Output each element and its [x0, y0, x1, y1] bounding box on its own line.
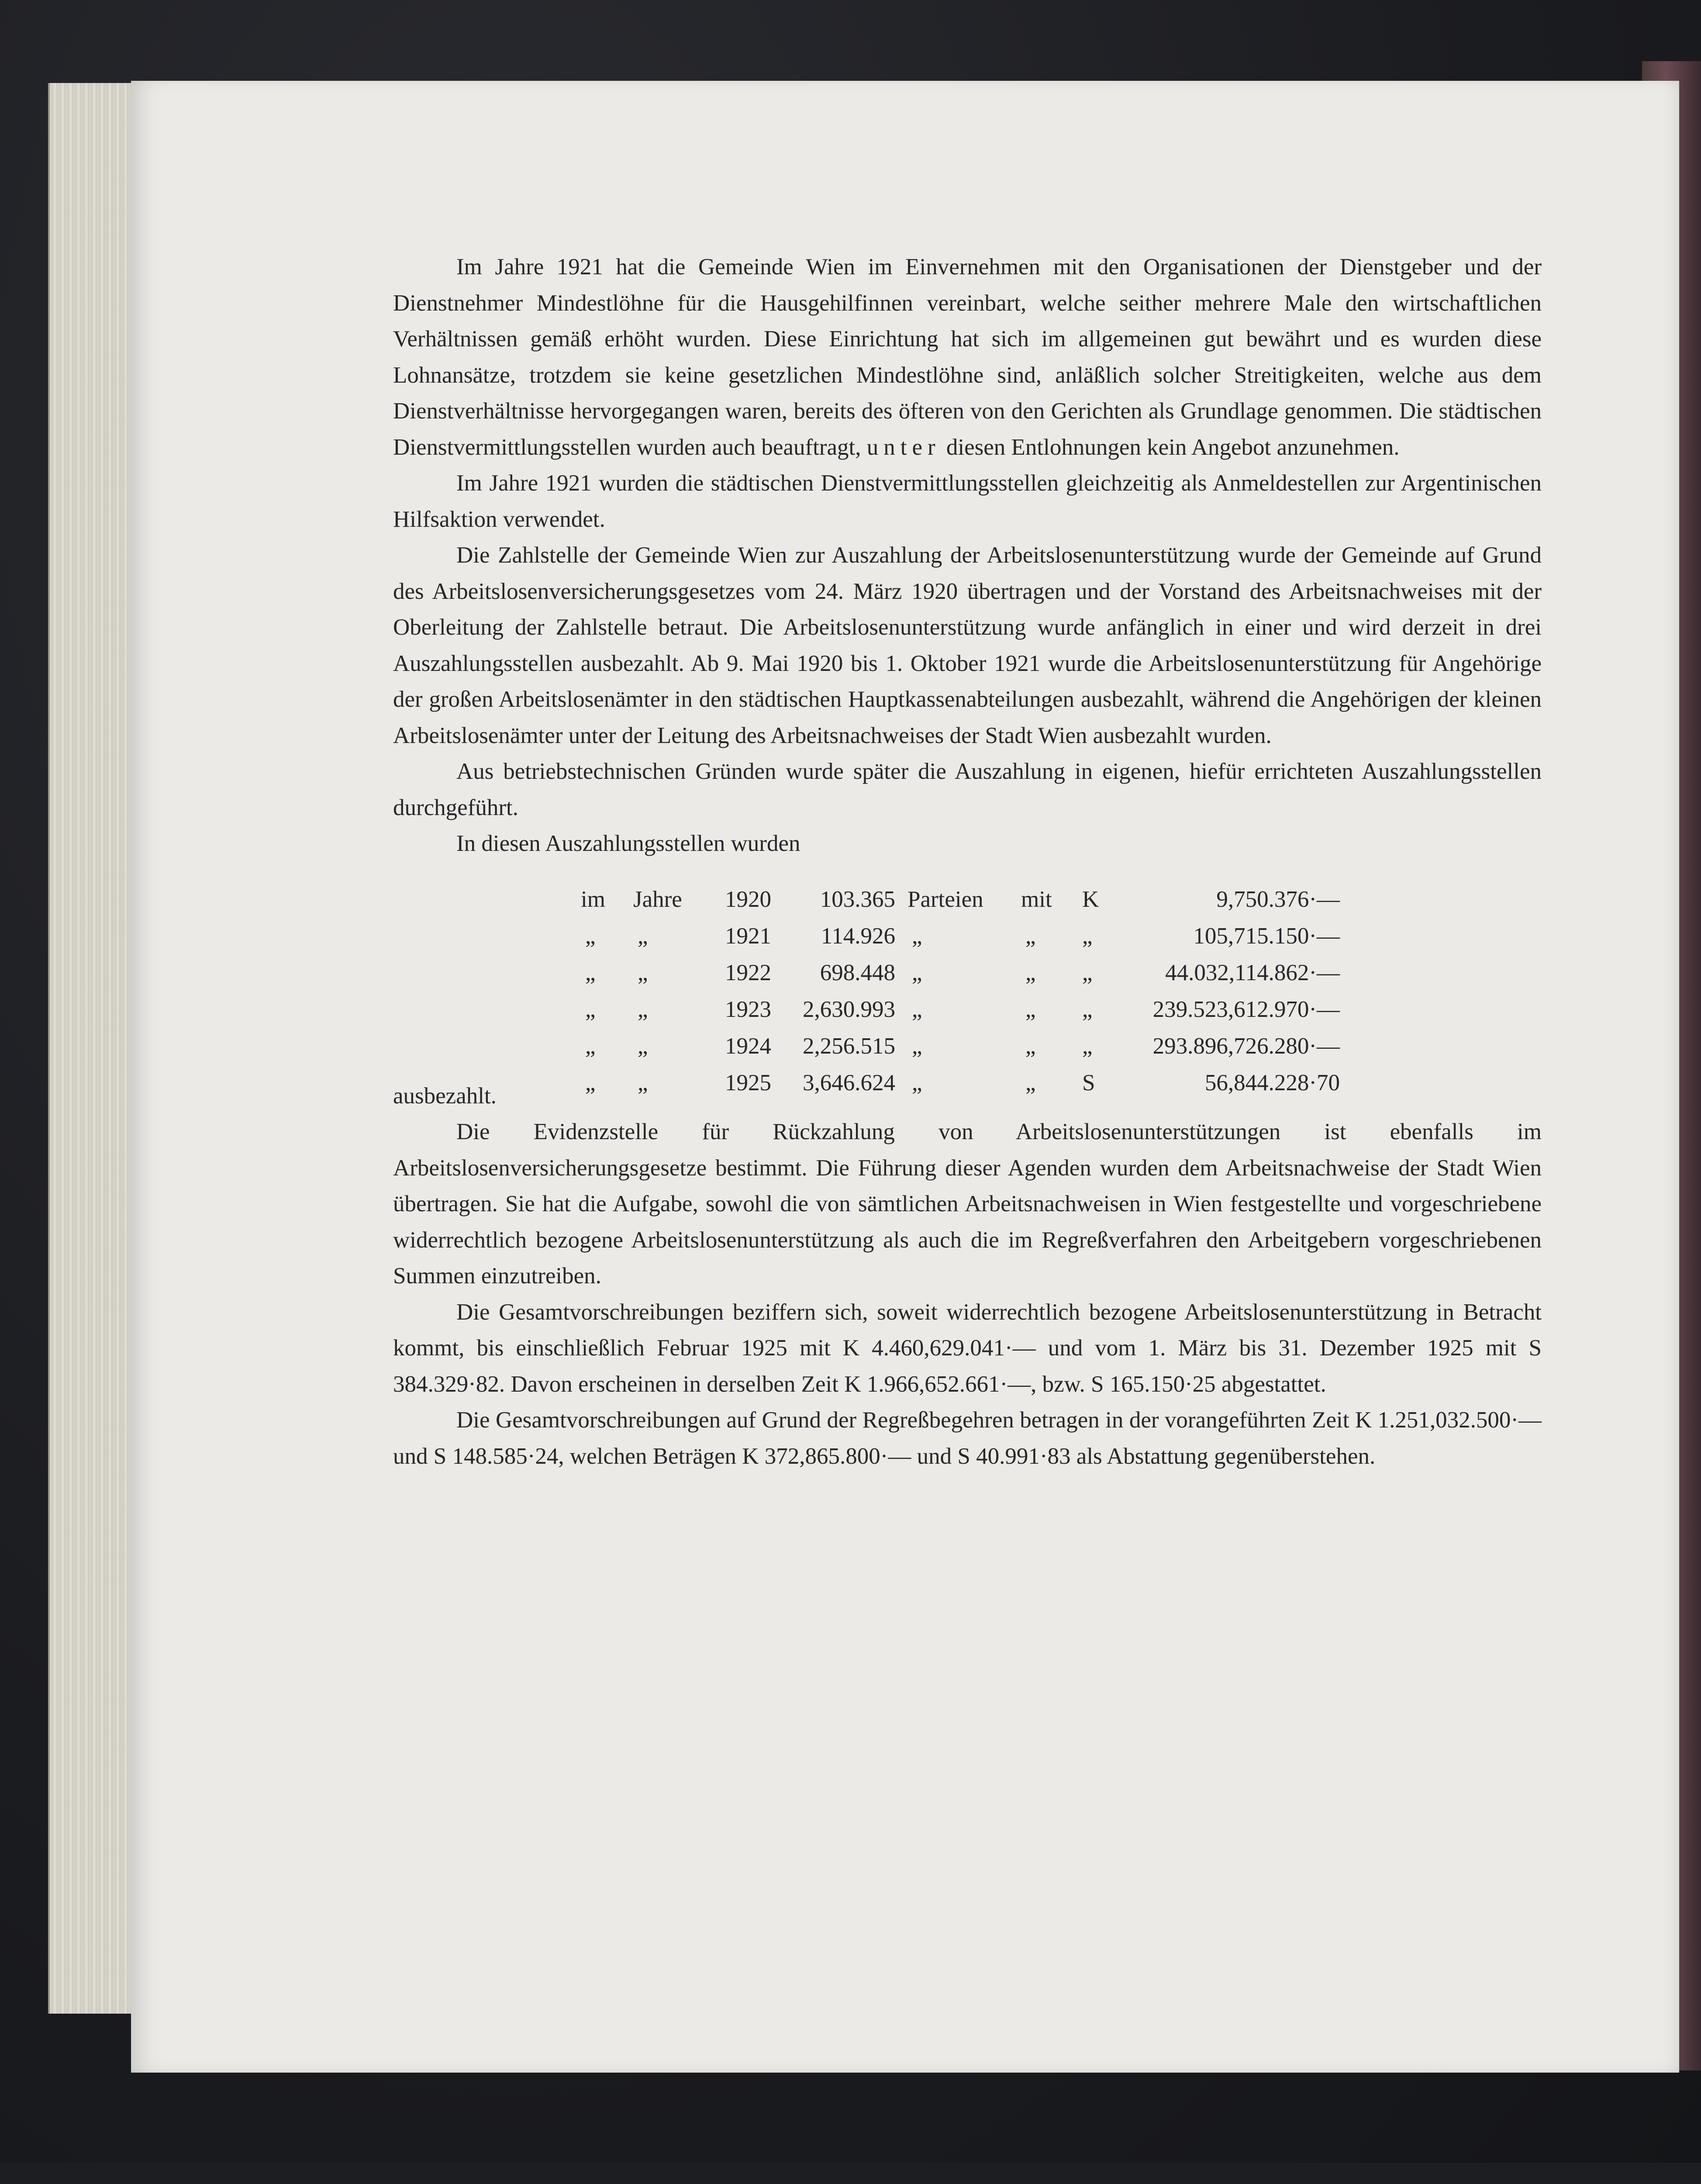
paragraph-evidenzstelle: Die Evidenzstelle für Rückzahlung von Arbeitslosenunterstützungen ist ebenfalls im Arbeitslosenversicherungsgesetze bestimmt. Die Führung dieser Agenden wurden dem Arbeitsnachweise der Stadt Wien übertragen. Sie hat die Aufgabe, sowohl die von sämtlichen Arbeitsnachweisen in Wien festgestellte und vorgeschriebene widerrechtlich bezogene Arbeitslosenunterstützung als auch die im Regreßverfahren den Arbeitgebern vorgeschriebenen Summen einzutreiben.: [393, 1119, 1542, 1289]
currency-cell: S: [1082, 1070, 1095, 1096]
emphasis-unter: unter: [866, 434, 941, 460]
ditto-mark: „: [585, 923, 596, 949]
mit-cell: mit: [1021, 887, 1052, 912]
paragraph-regressbegehren: Die Gesamtvorschreibungen auf Grund der Regreßbegehren betragen in der vorangeführten Zeit K 1.251,032.500·— und S 148.585·24, welchen Beträgen K 372,865.800·— und S 40.991·83 als Abstattung gegenüberstehen.: [393, 1407, 1542, 1469]
row-label: Jahre: [633, 887, 682, 912]
table-row: [581, 881, 1340, 918]
ditto-mark: „: [638, 960, 648, 986]
paragraph-table-intro: In diesen Auszahlungsstellen wurden: [456, 831, 800, 856]
amount-cell: 293.896,726.280·—: [1152, 1033, 1340, 1059]
ditto-mark: „: [1025, 923, 1036, 949]
amount-cell: 239.523,612.970·—: [1152, 997, 1340, 1023]
amount-cell: 56,844.228·70: [1204, 1070, 1340, 1096]
parties-label-cell: Parteien: [907, 887, 983, 912]
ditto-mark: „: [912, 923, 922, 949]
parties-count-cell: 2,256.515: [803, 1033, 895, 1059]
ditto-mark: „: [585, 960, 596, 986]
amount-cell: 9,750.376·—: [1216, 887, 1340, 912]
table-row: [581, 1028, 1340, 1065]
payments-table: [581, 881, 1340, 1102]
ditto-mark: „: [638, 1033, 648, 1059]
paragraph-auszahlung: Aus betriebstechnischen Gründen wurde später die Auszahlung in eigenen, hiefür errichteten Auszahlungsstellen durchgeführt.: [393, 759, 1542, 820]
ditto-mark: „: [1025, 1070, 1036, 1096]
ditto-mark: „: [912, 997, 922, 1023]
paragraph-argentinische-hilfsaktion: Im Jahre 1921 wurden die städtischen Dienstvermittlungsstellen gleichzeitig als Anmeldestellen zur Argentinischen Hilfsaktion verwendet.: [393, 470, 1542, 532]
row-label: im: [581, 887, 605, 912]
amount-cell: 44.032,114.862·—: [1165, 960, 1340, 986]
ditto-mark: „: [912, 1033, 922, 1059]
year-cell: 1921: [725, 923, 771, 949]
table-row: [581, 992, 1340, 1028]
ditto-mark: „: [638, 923, 648, 949]
ditto-mark: „: [912, 960, 922, 986]
paragraph-zahlstelle: Die Zahlstelle der Gemeinde Wien zur Auszahlung der Arbeitslosenunterstützung wurde der Gemeinde auf Grund des Arbeitslosenversicherungsgesetzes vom 24. März 1920 übertragen und der Vorstand des Arbeitsnachweises mit der Oberleitung der Zahlstelle betraut. Die Arbeitslosenunterstützung wurde anfänglich in einer und wird derzeit in drei Auszahlungsstellen ausbezahlt. Ab 9. Mai 1920 bis 1. Oktober 1921 wurde die Arbeitslosenunterstützung für Angehörige der großen Arbeitslosenämter in den städtischen Hauptkassenabteilungen ausbezahlt, während die Angehörigen der kleinen Arbeitslosenämter unter der Leitung des Arbeitsnachweises der Stadt Wien ausbezahlt wurden.: [393, 543, 1542, 748]
ditto-mark: „: [1082, 923, 1093, 949]
ditto-mark: „: [638, 1070, 648, 1096]
ditto-mark: „: [1025, 960, 1036, 986]
parties-count-cell: 3,646.624: [803, 1070, 895, 1096]
amount-cell: 105,715.150·—: [1193, 923, 1340, 949]
year-cell: 1923: [725, 997, 771, 1023]
paragraph-gesamtvorschreibungen: Die Gesamtvorschreibungen beziffern sich, soweit widerrechtlich bezogene Arbeitslosenunterstützung in Betracht kommt, bis einschließlich Februar 1925 mit K 4.460,629.041·— und vom 1. März bis 31. Dezember 1925 mit S 384.329·82. Davon erscheinen in derselben Zeit K 1.966,652.661·—, bzw. S 165.150·25 abgestattet.: [393, 1299, 1542, 1397]
ditto-mark: „: [1082, 960, 1093, 986]
ditto-mark: „: [1025, 1033, 1036, 1059]
parties-count-cell: 114.926: [821, 923, 895, 949]
parties-count-cell: 103.365: [820, 887, 895, 912]
parties-count-cell: 2,630.993: [803, 997, 895, 1023]
ditto-mark: „: [912, 1070, 922, 1096]
ditto-mark: „: [585, 1070, 596, 1096]
year-cell: 1922: [725, 960, 771, 986]
parties-count-cell: 698.448: [820, 960, 895, 986]
year-cell: 1925: [725, 1070, 771, 1096]
ditto-mark: „: [638, 997, 648, 1023]
page-body: [393, 249, 1542, 1474]
ditto-mark: „: [585, 1033, 596, 1059]
ditto-mark: „: [1025, 997, 1036, 1023]
table-row: [581, 918, 1340, 955]
year-cell: 1920: [725, 887, 771, 912]
currency-cell: K: [1082, 887, 1099, 912]
paragraph-hausgehilfinnen: Im Jahre 1921 hat die Gemeinde Wien im Einvernehmen mit den Organisationen der Dienstgeber und der Dienstnehmer Mindestlöhne für die Hausgehilfinnen vereinbart, welche seither mehrere Male den wirtschaftlichen Verhältnissen gemäß erhöht wurden. Diese Einrichtung hat sich im allgemeinen gut bewährt und es wurden diese Lohnansätze, trotzdem sie keine gesetzlichen Mindestlöhne sind, anläßlich solcher Streitigkeiten, welche aus dem Dienstverhältnisse hervorgegangen waren, bereits des öfteren von den Gerichten als Grundlage genommen. Die städtischen Dienstvermittlungsstellen wurden auch beauftragt, unter diesen Entlohnungen kein Angebot anzunehmen.: [393, 254, 1542, 460]
ditto-mark: „: [585, 997, 596, 1023]
ditto-mark: „: [1082, 1033, 1093, 1059]
paragraph-ausbezahlt: ausbezahlt.: [393, 1083, 497, 1109]
table-row: [581, 955, 1340, 992]
table-row: [581, 1065, 1340, 1102]
year-cell: 1924: [725, 1033, 771, 1059]
ditto-mark: „: [1082, 997, 1093, 1023]
